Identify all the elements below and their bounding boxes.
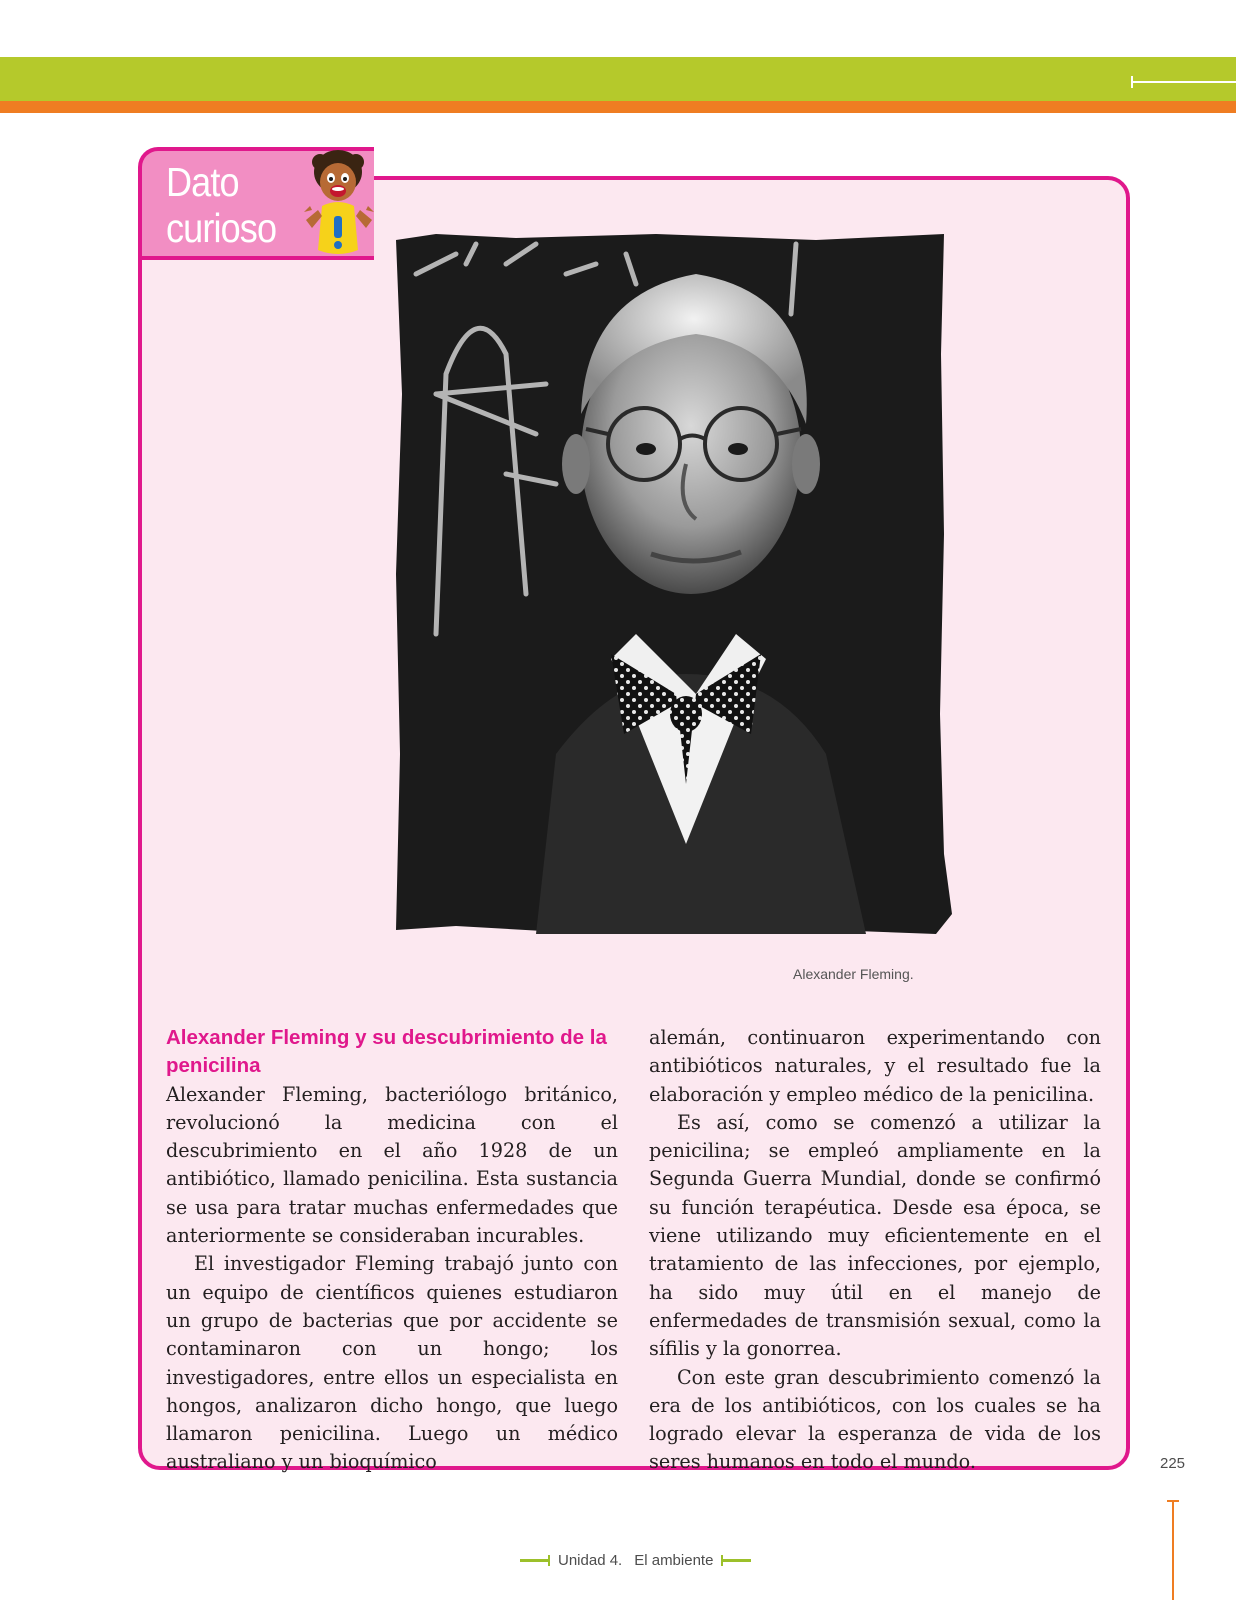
paragraph-2: El investigador Fleming trabajó junto con un equipo de científicos quienes estudiaron un grupo de bacterias que por accidente se contaminaron con un hongo; los investigadores, entre ellos un especialista en hongos, analizaron dicho hongo, que luego llamaron penicilina. Luego un médico australiano y un bioquímico — [166, 1252, 618, 1474]
paragraph-2-continued: alemán, continuaron experimentando con antibióticos naturales, y el resultado fue la elaboración y empleo médico de la penicilina. — [649, 1026, 1101, 1106]
article-column-left — [166, 1024, 618, 1477]
header-tick-cap — [1131, 76, 1133, 88]
footer-topic: El ambiente — [634, 1552, 714, 1569]
photo-caption: Alexander Fleming. — [793, 966, 914, 982]
page-number: 225 — [1160, 1455, 1186, 1472]
mascot-illustration — [300, 146, 378, 262]
footer-rule-right — [721, 1559, 751, 1562]
fleming-photo — [396, 234, 956, 934]
footer-content — [520, 1552, 751, 1569]
footer-rule-left — [520, 1559, 550, 1562]
header-tick-line — [1131, 81, 1236, 83]
article-heading: Alexander Fleming y su descubrimiento de la penicilina — [166, 1026, 607, 1078]
paragraph-3: Es así, como se comenzó a utilizar la penicilina; se empleó ampliamente en la Segunda Guerra Mundial, donde se confirmó su función terapéutica. Desde esa época, se viene utilizando muy eficientemente en el tratamiento de las infecciones, por ejemplo, ha sido muy útil en el manejo de enfermedades de transmisión sexual, como la sífilis y la gonorrea. — [649, 1110, 1101, 1361]
paragraph-1: Alexander Fleming, bacteriólogo británico, revolucionó la medicina con el descubrimiento en el año 1928 de un antibiótico, llamado penicilina. Esta sustancia se usa para tratar muchas enfermedades que anteriormente se consideraban incurables. — [166, 1082, 618, 1248]
side-rule — [1172, 1502, 1174, 1600]
article-column-right — [649, 1024, 1101, 1477]
mascot-icon — [304, 150, 374, 254]
paragraph-4: Con este gran descubrimiento comenzó la era de los antibióticos, con los cuales se ha logrado elevar la esperanza de vida de los seres humanos en todo el mundo. — [649, 1365, 1101, 1474]
page-footer — [0, 1552, 1236, 1572]
tag-title: Dato curioso — [166, 159, 277, 251]
header-band-orange — [0, 101, 1236, 113]
header-band-green — [0, 57, 1236, 101]
footer-unit: Unidad 4. — [558, 1552, 623, 1569]
